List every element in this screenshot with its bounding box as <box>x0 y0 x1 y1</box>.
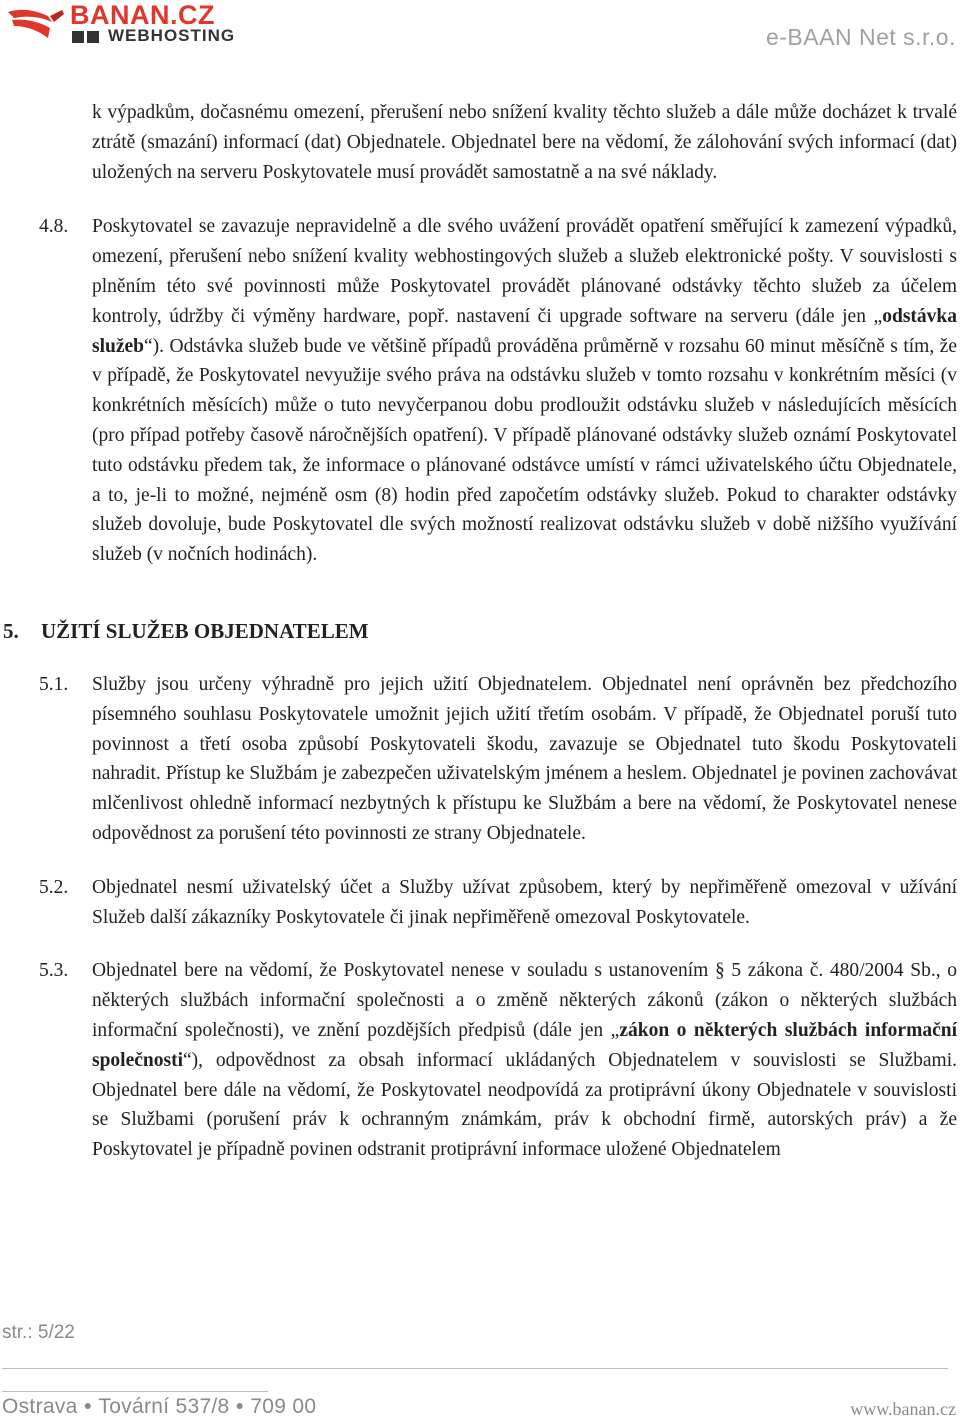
footer-city: Ostrava <box>2 1395 78 1418</box>
paragraph-text: k výpadkům, dočasnému omezení, přerušení nebo snížení kvality těchto služeb a dále může docházet k trvalé ztrátě (smazání) informací (dat) Objednatele. Objednatel bere na vědomí, že zálohování svých informací (dat) uložených na serveru Poskytovatele musí provádět samostatně a na své náklady. <box>92 102 957 183</box>
paragraph-text: Poskytovatel se zavazuje nepravidelně a dle svého uvážení provádět opatření směřující k zamezení výpadků, omezení, přerušení nebo snížení kvality webhostingových služeb a služeb elektronické pošty. V souvislosti s plněním této své povinnosti může Poskytovatel provádět plánované odstávky těchto služeb za účelem kontroly, údržby či výměny hardware, popř. nastavení či upgrade software na serveru (dále jen „odstávka služeb“). Odstávka služeb bude ve většině případů prováděna průměrně v rozsahu 60 minut měsíčně s tím, že v případě, že Poskytovatel nevyužije svého práva na odstávku služeb v tomto rozsahu v konkrétním měsíci (v konkrétních měsících) může o tuto nevyčerpanou dobu prodloužit odstávku služeb v následujících měsících (pro případ potřeby časově náročnějších opatření). V případě plánované odstávky služeb oznámí Poskytovatel tuto odstávku předem tak, že informace o plánované odstávce umístí v rámci uživatelského účtu Objednatele, a to, je-li to možné, nejméně osm (8) hodin před započetím odstávky služeb. Pokud to charakter odstávky služeb dovoluje, bude Poskytovatel dle svých možností realizovat odstávku služeb v době nižšího využívání služeb (v nočních hodinách). <box>92 216 957 566</box>
footer-street: Tovární 537/8 <box>98 1395 230 1418</box>
section-title: UŽITÍ SLUŽEB OBJEDNATELEM <box>41 618 369 643</box>
page-header <box>0 0 960 60</box>
page-number: str.: 5/22 <box>2 1322 75 1343</box>
document-body <box>0 98 960 1165</box>
footer-divider <box>2 1368 948 1369</box>
paragraph-text: Služby jsou určeny výhradně pro jejich užití Objednatelem. Objednatel není oprávněn bez předchozího písemného souhlasu Poskytovatele umožnit jejich užití třetím osobám. V případě, že Objednatel poruší tuto povinnost a třetí osoba způsobí Poskytovateli škodu, zavazuje se Objednatel tuto škodu Poskytovateli nahradit. Přístup ke Službám je zabezpečen uživatelským jménem a heslem. Objednatel je povinen zachovávat mlčenlivost ohledně informací nezbytných k přístupu ke Službám a bere na vědomí, že Poskytovatel nenese odpovědnost za porušení této povinnosti ze strany Objednatele. <box>92 673 957 844</box>
company-name: e-BAAN Net s.r.o. <box>765 24 956 50</box>
paragraph-text: Objednatel nesmí uživatelský účet a Služby užívat způsobem, který by nepřiměřeně omezoval v užívání Služeb další zákazníky Poskytovatele či jinak nepřiměřeně omezoval Poskytovatele. <box>92 876 957 928</box>
footer-address <box>2 1395 316 1419</box>
footer-website-link[interactable]: www.banan.cz <box>850 1399 956 1419</box>
paragraph-5-2 <box>0 873 960 933</box>
paragraph-5-1 <box>0 670 960 849</box>
defined-term: zákon o některých službách informační společnosti <box>92 1019 957 1071</box>
logo-sub-text: WEBHOSTING <box>108 26 236 45</box>
paragraph-4-7-continued <box>0 98 960 187</box>
footer-zip: 709 00 <box>250 1395 317 1418</box>
paragraph-number: 5.1. <box>39 673 69 695</box>
paragraph-5-3 <box>0 956 960 1165</box>
footer-address-underline <box>2 1391 268 1392</box>
banan-logo <box>6 2 246 46</box>
bullet-icon: ● <box>235 1397 245 1413</box>
paragraph-number: 4.8. <box>39 216 69 238</box>
defined-term: odstávka služeb <box>92 305 957 357</box>
section-number: 5. <box>3 618 19 643</box>
section-heading <box>0 616 960 646</box>
paragraph-4-8 <box>0 212 960 570</box>
bullet-icon: ● <box>83 1397 93 1413</box>
banana-icon <box>6 2 66 46</box>
logo-brand-text: BANAN.CZ <box>70 0 215 30</box>
paragraph-number: 5.3. <box>39 960 69 982</box>
logo-squares <box>72 30 102 48</box>
paragraph-number: 5.2. <box>39 876 69 898</box>
paragraph-text: Objednatel bere na vědomí, že Poskytovatel nenese v souladu s ustanovením § 5 zákona č. 480/2004 Sb., o některých službách informační společnosti a o změně některých zákonů (zákon o některých službách informační společnosti), ve znění pozdějších předpisů (dále jen „zákon o některých službách informační společnosti“), odpovědnost za obsah informací ukládaných Objednatelem v souvislosti se Službami. Objednatel bere dále na vědomí, že Poskytovatel neodpovídá za protiprávní úkony Objednatele v souvislosti se Službami (porušení práv k ochranným známkám, práv k obchodní firmě, autorských práv) a že Poskytovatel je případně povinen odstranit protiprávní informace uložené Objednatelem <box>92 960 957 1161</box>
